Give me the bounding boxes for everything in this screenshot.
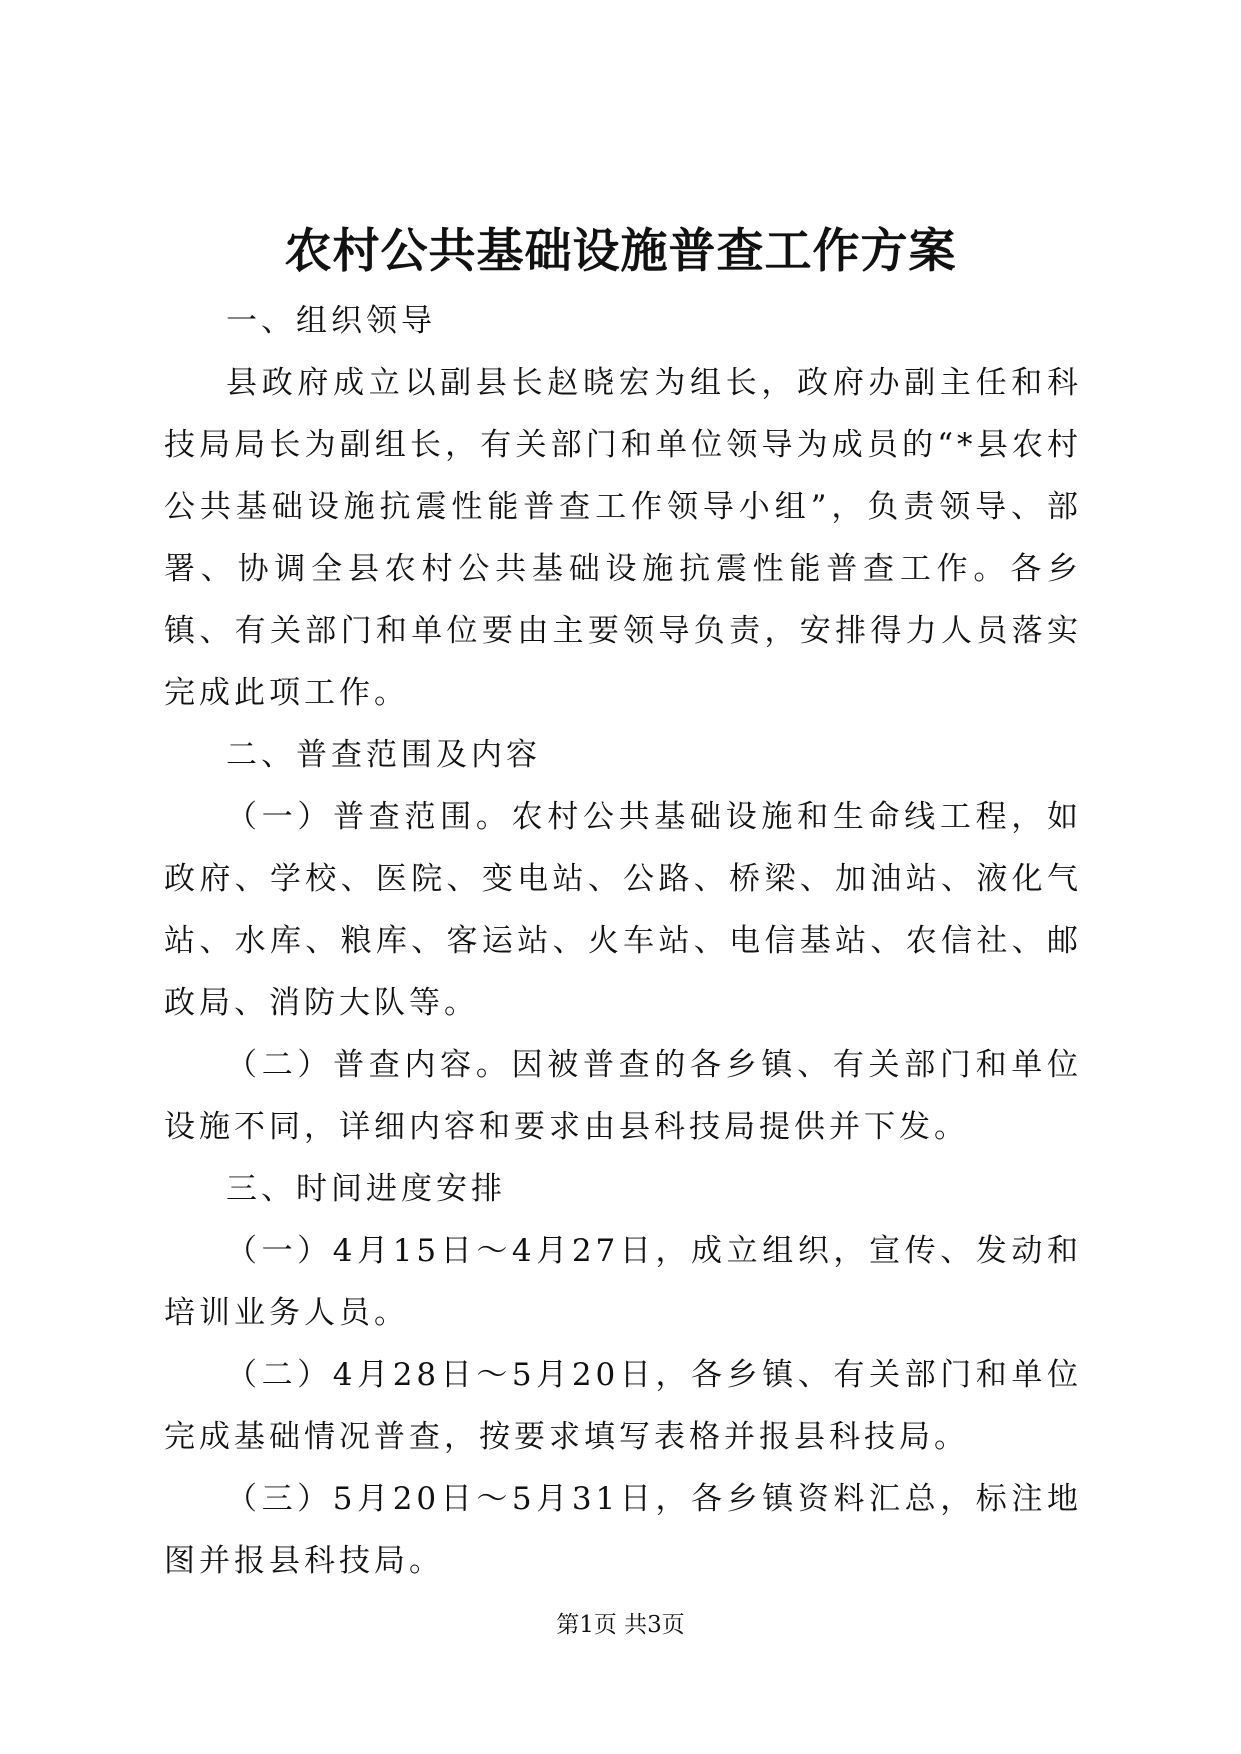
document-body [164, 290, 1082, 1592]
paragraph-content: （二）普查内容。因被普查的各乡镇、有关部门和单位设施不同，详细内容和要求由县科技局提供并下发。 [164, 1047, 1082, 1145]
section-heading-scope: 二、普查范围及内容 [226, 737, 541, 773]
section-heading-schedule: 三、时间进度安排 [226, 1171, 506, 1207]
section-heading-organization: 一、组织领导 [226, 303, 436, 339]
paragraph-schedule-3: （三）5月20日～5月31日，各乡镇资料汇总，标注地图并报县科技局。 [164, 1481, 1082, 1579]
page-number-footer: 第1页 共3页 [556, 1612, 685, 1638]
paragraph-schedule-2: （二）4月28日～5月20日，各乡镇、有关部门和单位完成基础情况普查，按要求填写表格并报县科技局。 [164, 1357, 1082, 1455]
paragraph-schedule-1: （一）4月15日～4月27日，成立组织，宣传、发动和培训业务人员。 [164, 1233, 1082, 1331]
paragraph-organization: 县政府成立以副县长赵晓宏为组长，政府办副主任和科技局局长为副组长，有关部门和单位领导为成员的“*县农村公共基础设施抗震性能普查工作领导小组”，负责领导、部署、协调全县农村公共基础设施抗震性能普查工作。各乡镇、有关部门和单位要由主要领导负责，安排得力人员落实完成此项工作。 [164, 365, 1082, 711]
paragraph-scope: （一）普查范围。农村公共基础设施和生命线工程，如政府、学校、医院、变电站、公路、桥梁、加油站、液化气站、水库、粮库、客运站、火车站、电信基站、农信社、邮政局、消防大队等。 [164, 799, 1082, 1021]
page-title: 农村公共基础设施普查工作方案 [284, 224, 957, 279]
